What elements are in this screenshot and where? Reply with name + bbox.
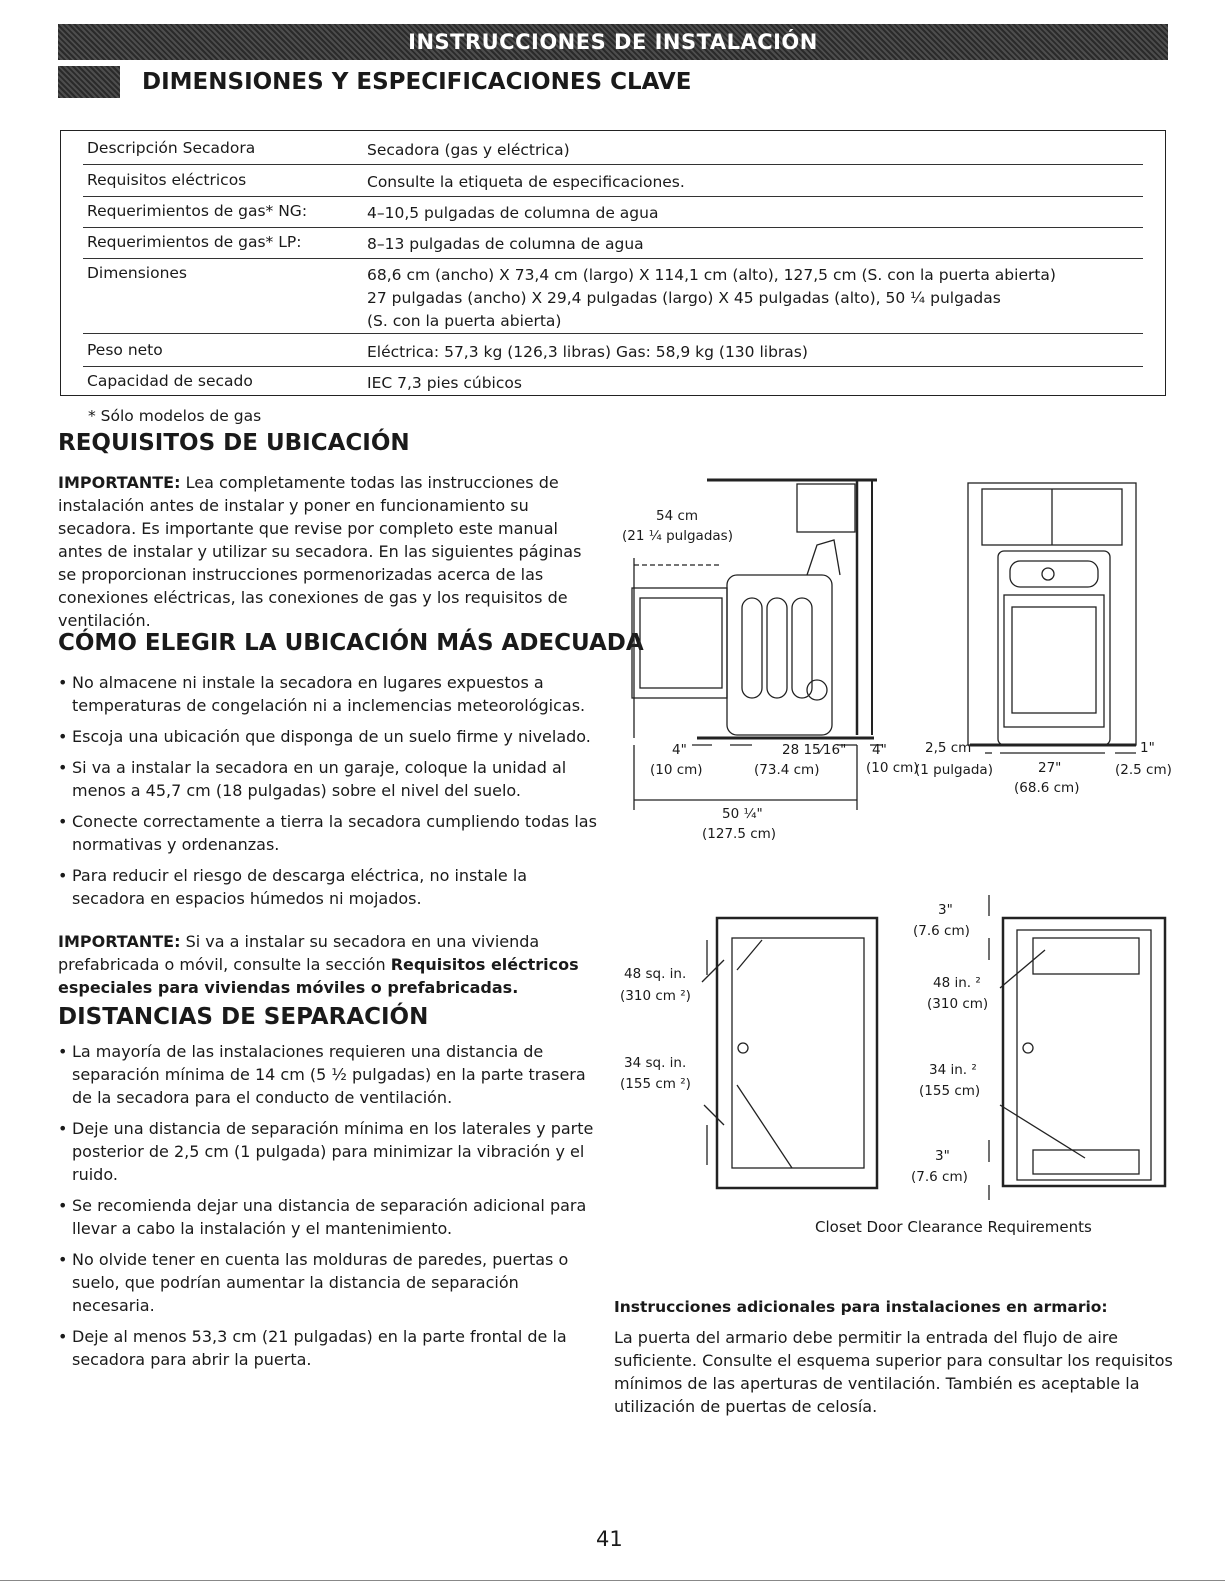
spec-row: [83, 372, 1143, 397]
figure-side-view: [612, 470, 919, 850]
section-title: [58, 66, 691, 98]
list-item: • No almacene ni instale la secadora en lugares expuestos a temperaturas de congelación ni a inclemencias meteorológicas.: [58, 671, 598, 717]
dim-label: (68.6 cm): [1014, 780, 1080, 796]
spec-label: Requerimientos de gas* LP:: [87, 233, 302, 251]
spec-value: 4–10,5 pulgadas de columna de agua: [367, 204, 659, 222]
spec-value: [367, 264, 1056, 333]
additional-text: La puerta del armario debe permitir la entrada del flujo de aire suficiente. Consulte el esquema superior para consultar los requisitos mínimos de las aperturas de ventilación. También es aceptable la utilización de puertas de celosía.: [614, 1328, 1173, 1416]
spec-label: Requisitos eléctricos: [87, 171, 247, 189]
dim-line: (S. con la puerta abierta): [367, 312, 562, 330]
spec-row: [83, 264, 1143, 334]
spec-label: Requerimientos de gas* NG:: [87, 202, 308, 220]
banner-title: INSTRUCCIONES DE INSTALACIÓN: [408, 30, 818, 54]
figure-front-view: [915, 475, 1180, 810]
spec-value: 8–13 pulgadas de columna de agua: [367, 235, 644, 253]
spec-value: Consulte la etiqueta de especificaciones.: [367, 173, 685, 191]
spec-label: Peso neto: [87, 341, 163, 359]
heading-elegir: CÓMO ELEGIR LA UBICACIÓN MÁS ADECUADA: [58, 630, 644, 656]
heading-distancias: DISTANCIAS DE SEPARACIÓN: [58, 1004, 429, 1030]
dim-label: 2,5 cm: [925, 740, 972, 756]
header-banner: [58, 24, 1168, 60]
list-item: • Para reducir el riesgo de descarga eléctrica, no instale la secadora en espacios húmedos ni mojados.: [58, 864, 598, 910]
spec-label: Capacidad de secado: [87, 372, 253, 390]
dim-line: 27 pulgadas (ancho) X 29,4 pulgadas (largo) X 45 pulgadas (alto), 50 ¼ pulgadas: [367, 289, 1001, 307]
vent-label: (310 cm): [927, 996, 989, 1012]
spec-label: Descripción Secadora: [87, 139, 256, 157]
list-item: • No olvide tener en cuenta las molduras de paredes, puertas o suelo, que podrían aumentar la distancia de separación necesaria.: [58, 1248, 598, 1317]
dim-label: 54 cm: [656, 508, 699, 524]
spec-row: [83, 341, 1143, 367]
dim-label: 28 15⁄16": [782, 742, 847, 758]
important-text: Lea completamente todas las instrucciones de instalación antes de instalar y poner en funcionamiento su secadora. Es importante que revise por completo este manual antes de instalar y utilizar su secadora. En las siguientes páginas se proporcionan instrucciones pormenorizadas acerca de las conexiones eléctricas, las conexiones de gas y los requisitos de ventilación.: [58, 473, 582, 630]
dim-label: 27": [1038, 760, 1062, 776]
dim-label: (10 cm): [866, 760, 919, 776]
section-marker: [58, 66, 120, 98]
dim-label: 4": [872, 742, 887, 758]
dim-label: (127.5 cm): [702, 826, 777, 842]
spec-table: [60, 130, 1166, 396]
gap-label: (7.6 cm): [911, 1169, 968, 1185]
vent-label: (155 cm ²): [620, 1076, 691, 1092]
footnote: * Sólo modelos de gas: [88, 407, 262, 425]
additional-title: Instrucciones adicionales para instalaciones en armario:: [614, 1298, 1108, 1316]
spec-value: Secadora (gas y eléctrica): [367, 141, 570, 159]
section-title-text: DIMENSIONES Y ESPECIFICACIONES CLAVE: [142, 69, 692, 95]
important-bold-ref: Requisitos eléctricos especiales para viviendas móviles o prefabricadas.: [58, 955, 579, 997]
spec-row: [83, 171, 1143, 197]
gap-label: 3": [938, 902, 953, 918]
spec-row: [83, 139, 1143, 165]
vent-label: 48 in. ²: [933, 975, 981, 991]
figure-closet-door-right: [905, 890, 1175, 1200]
dim-line: 68,6 cm (ancho) X 73,4 cm (largo) X 114,1 cm (alto), 127,5 cm (S. con la puerta abierta): [367, 266, 1056, 284]
spec-label: Dimensiones: [87, 264, 188, 282]
spec-value: Eléctrica: 57,3 kg (126,3 libras) Gas: 58,9 kg (130 libras): [367, 343, 808, 361]
bottom-divider: [0, 1580, 1225, 1581]
list-item: • La mayoría de las instalaciones requieren una distancia de separación mínima de 14 cm (5 ½ pulgadas) en la parte trasera de la secadora para el conducto de ventilación.: [58, 1040, 598, 1109]
vent-label: (155 cm): [919, 1083, 981, 1099]
bullet-list-distancias: [58, 1040, 598, 1379]
gap-label: 3": [935, 1148, 950, 1164]
side-view-drawing: [612, 470, 892, 850]
list-item: • Conecte correctamente a tierra la secadora cumpliendo todas las normativas y ordenanzas.: [58, 810, 598, 856]
dim-label: (2.5 cm): [1115, 762, 1172, 778]
dim-label: 1": [1140, 740, 1155, 756]
heading-ubicacion: REQUISITOS DE UBICACIÓN: [58, 430, 410, 456]
list-item: • Se recomienda dejar una distancia de separación adicional para llevar a cabo la instalación y el mantenimiento.: [58, 1194, 598, 1240]
page-number: 41: [596, 1527, 623, 1551]
vent-label: 34 in. ²: [929, 1062, 977, 1078]
figure-closet-door-left: [612, 900, 892, 1200]
dim-label: 50 ¼": [722, 806, 763, 822]
important-text: Si va a instalar su secadora en una vivienda prefabricada o móvil, consulte la sección: [58, 932, 540, 974]
dim-label: (10 cm): [650, 762, 703, 778]
spec-row: [83, 233, 1143, 259]
vent-label: (310 cm ²): [620, 988, 691, 1004]
list-item: • Deje al menos 53,3 cm (21 pulgadas) en la parte frontal de la secadora para abrir la puerta.: [58, 1325, 598, 1371]
dim-label: 4": [672, 742, 687, 758]
important-label: IMPORTANTE:: [58, 932, 181, 951]
dim-label: (21 ¼ pulgadas): [622, 528, 733, 544]
spec-value: IEC 7,3 pies cúbicos: [367, 374, 522, 392]
dim-label: (73.4 cm): [754, 762, 820, 778]
gap-label: (7.6 cm): [913, 923, 970, 939]
list-item: • Deje una distancia de separación mínima en los laterales y parte posterior de 2,5 cm (1 pulgada) para minimizar la vibración y el ruido.: [58, 1117, 598, 1186]
figure-caption: Closet Door Clearance Requirements: [815, 1218, 1092, 1236]
list-item: • Si va a instalar la secadora en un garaje, coloque la unidad al menos a 45,7 cm (18 pulgadas) sobre el nivel del suelo.: [58, 756, 598, 802]
bullet-list-elegir: [58, 671, 598, 918]
list-item: • Escoja una ubicación que disponga de un suelo firme y nivelado.: [58, 725, 598, 748]
vent-label: 34 sq. in.: [624, 1055, 687, 1071]
important-label: IMPORTANTE:: [58, 473, 181, 492]
spec-row: [83, 202, 1143, 228]
dim-label: (1 pulgada): [915, 762, 993, 778]
closet-door-left-drawing: [612, 900, 892, 1200]
important-paragraph-2: [58, 930, 598, 999]
important-paragraph: [58, 471, 598, 632]
vent-label: 48 sq. in.: [624, 966, 687, 982]
